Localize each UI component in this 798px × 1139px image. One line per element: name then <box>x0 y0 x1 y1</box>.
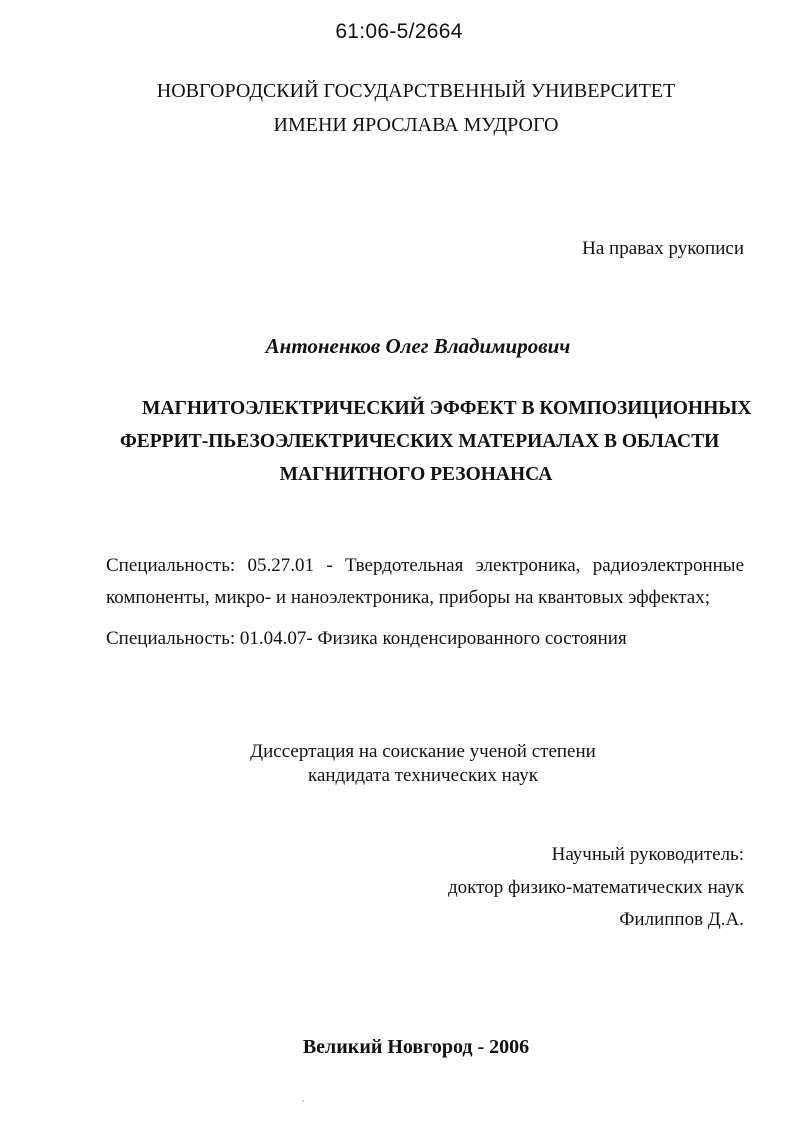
specialty-1-line2: компоненты, микро- и наноэлектроника, приборы на квантовых эффектах; <box>106 587 710 608</box>
scan-speck <box>302 1100 304 1102</box>
supervisor-label: Научный руководитель: <box>551 844 744 865</box>
university-name-line2: ИМЕНИ ЯРОСЛАВА МУДРОГО <box>273 114 559 136</box>
manuscript-rights-note: На правах рукописи <box>582 238 744 259</box>
thesis-title-line1: МАГНИТОЭЛЕКТРИЧЕСКИЙ ЭФФЕКТ В КОМПОЗИЦИОННЫХ <box>142 398 752 419</box>
author-name: Антоненков Олег Владимирович <box>265 334 571 358</box>
city-year: Великий Новгород - 2006 <box>302 1036 530 1058</box>
specialty-1-line1 <box>106 555 744 577</box>
catalog-code: 61:06-5/2664 <box>335 20 463 43</box>
specialty-2: Специальность: 01.04.07- Физика конденсированного состояния <box>106 628 627 649</box>
university-name-line1: НОВГОРОДСКИЙ ГОСУДАРСТВЕННЫЙ УНИВЕРСИТЕТ <box>156 80 676 102</box>
specialty-1-line1-text: Специальность: 05.27.01 - Твердотельная электроника, радиоэлектронные <box>106 555 744 576</box>
supervisor-name: Филиппов Д.А. <box>619 909 744 930</box>
supervisor-degree: доктор физико-математических наук <box>448 877 744 898</box>
thesis-title-line2: ФЕРРИТ-ПЬЕЗОЭЛЕКТРИЧЕСКИХ МАТЕРИАЛАХ В ОБЛАСТИ <box>120 431 720 452</box>
dissertation-line1: Диссертация на соискание ученой степени <box>250 741 596 762</box>
thesis-title-line3: МАГНИТНОГО РЕЗОНАНСА <box>279 464 553 485</box>
dissertation-line2: кандидата технических наук <box>308 765 538 786</box>
